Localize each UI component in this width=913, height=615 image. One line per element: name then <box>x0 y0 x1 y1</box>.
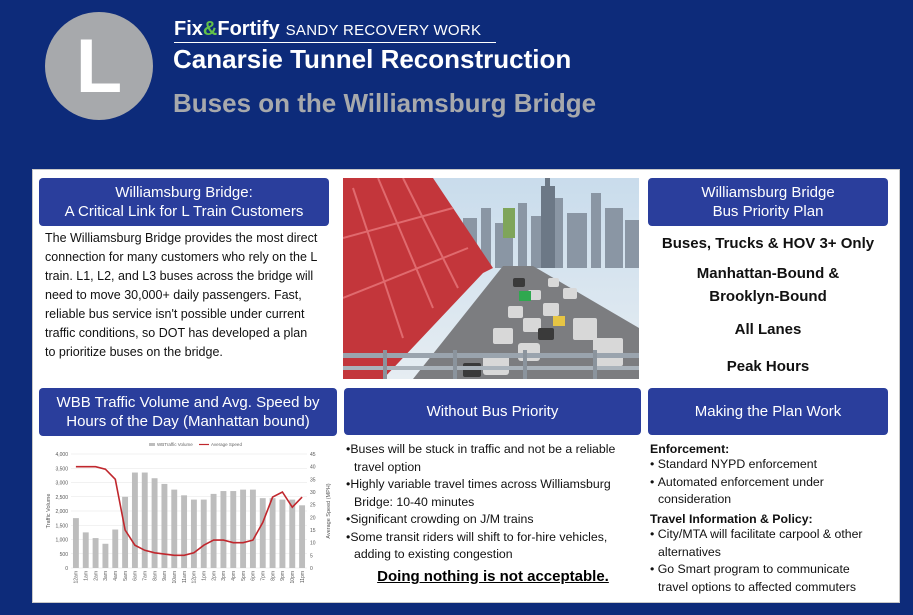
plan-item-hours: Peak Hours <box>726 358 810 375</box>
x-tick-label: 11pm <box>299 571 306 584</box>
list-item: •Highly variable travel times across Williamsburg Bridge: 10-40 minutes <box>346 477 611 509</box>
without-bullet-text: adding to existing congestion <box>354 547 513 561</box>
intro-heading-line2: A Critical Link for L Train Customers <box>64 203 304 220</box>
y-tick-label: 1,500 <box>55 523 68 530</box>
l-train-logo: L <box>45 12 153 120</box>
chart-bar <box>112 530 118 568</box>
x-tick-label: 12pm <box>191 571 198 584</box>
chart-bar <box>161 484 167 568</box>
making-heading-text: Making the Plan Work <box>694 403 842 420</box>
plan-item-direction-2: Brooklyn-Bound <box>709 288 827 305</box>
x-tick-label: 3pm <box>221 571 228 581</box>
chart-bar <box>171 490 177 568</box>
list-item: •Significant crowding on J/M trains <box>346 512 534 526</box>
brand-ampersand: & <box>202 18 218 40</box>
legend-label-speed: Average Speed <box>211 442 242 447</box>
intro-line: traffic conditions, so DOT has developed a plan <box>45 326 308 340</box>
x-tick-label: 2am <box>93 571 100 581</box>
brand-logo <box>174 18 496 43</box>
intro-paragraph <box>45 229 345 362</box>
chart-heading-line1: WBB Traffic Volume and Avg. Speed by <box>56 394 320 411</box>
x-tick-label: 9pm <box>280 571 287 581</box>
intro-line: to prioritize buses on the bridge. <box>45 345 223 359</box>
intro-line: reliable bus service isn't possible under current <box>45 307 305 321</box>
y-tick-label: 3,000 <box>55 480 68 487</box>
x-tick-label: 3am <box>103 571 110 581</box>
chart-bar <box>211 494 217 568</box>
travel-text: travel options to affected commuters <box>658 579 856 594</box>
bridge-traffic-photo <box>343 178 639 379</box>
chart-bar <box>289 500 295 568</box>
x-tick-label: 11am <box>181 571 188 584</box>
chart-bar <box>201 500 207 568</box>
bridge-photo-illustration <box>343 178 639 379</box>
brand-subtitle: SANDY RECOVERY WORK <box>285 22 482 39</box>
y-right-tick-label: 5 <box>310 553 313 560</box>
x-tick-label: 10am <box>172 571 179 584</box>
chart-bar <box>270 498 276 568</box>
without-bullet-text: Buses will be stuck in traffic and not be a reliable <box>350 442 616 456</box>
y-right-tick-label: 25 <box>310 502 316 509</box>
x-tick-label: 9am <box>162 571 169 581</box>
chart-bar <box>260 498 266 568</box>
travel-text: alternatives <box>658 544 721 559</box>
list-item: • Standard NYPD enforcement <box>650 457 817 471</box>
chart-bar <box>152 478 158 568</box>
x-tick-label: 1am <box>83 571 90 581</box>
brand-fortify: Fortify <box>217 18 280 40</box>
conclusion-text: Doing nothing is not acceptable. <box>377 568 609 585</box>
list-item: • City/MTA will facilitate carpool & other alternatives <box>650 527 863 559</box>
without-heading <box>344 388 641 435</box>
traffic-chart <box>41 440 337 595</box>
without-bullet-text: Some transit riders will shift to for-hire vehicles, <box>350 529 608 544</box>
x-tick-label: 6pm <box>250 571 257 581</box>
travel-text: City/MTA will facilitate carpool & other <box>657 527 863 541</box>
travel-list <box>648 526 898 596</box>
without-bullet-list <box>344 441 644 564</box>
without-bullet-text: travel option <box>354 459 421 474</box>
chart-bar <box>230 491 236 568</box>
intro-line: train. L1, L2, and L3 buses across the bridge will <box>45 269 314 283</box>
intro-line: connection for many customers who rely on the L <box>45 250 318 264</box>
traffic-chart-svg <box>41 440 337 595</box>
y-axis-label: Traffic Volume <box>46 493 52 529</box>
y-right-tick-label: 45 <box>310 452 316 458</box>
x-tick-label: 5pm <box>240 571 247 581</box>
intro-line: need to move 30,000+ daily passengers. Fast, <box>45 288 302 302</box>
chart-bar <box>191 500 197 568</box>
y-right-tick-label: 30 <box>310 490 316 496</box>
x-tick-label: 4pm <box>231 571 238 581</box>
travel-title: Travel Information & Policy: <box>650 512 813 526</box>
page-subtitle: Buses on the Williamsburg Bridge <box>173 88 597 118</box>
intro-line: The Williamsburg Bridge provides the most direct <box>45 231 318 245</box>
legend-label-volume: WBTraffic Volume <box>157 442 193 447</box>
without-bullet-text: Significant crowding on J/M trains <box>350 512 534 526</box>
plan-heading-line2: Bus Priority Plan <box>712 203 824 220</box>
brand-fix: Fix <box>174 18 203 40</box>
chart-bar <box>73 518 79 568</box>
x-tick-label: 12am <box>73 571 80 584</box>
making-heading <box>648 388 888 435</box>
plan-heading <box>648 178 888 226</box>
y-tick-label: 4,000 <box>55 452 68 458</box>
y-right-tick-label: 10 <box>310 540 316 547</box>
y-tick-label: 0 <box>65 566 68 572</box>
x-tick-label: 8am <box>152 571 159 581</box>
chart-bar <box>102 544 108 568</box>
y-right-tick-label: 40 <box>310 464 316 471</box>
enforcement-text: consideration <box>658 492 732 506</box>
y-right-axis-label: Average Speed (MPH) <box>326 483 332 539</box>
y-right-tick-label: 15 <box>310 528 316 534</box>
chart-heading-line2: Hours of the Day (Manhattan bound) <box>66 413 310 430</box>
enforcement-text: Standard NYPD enforcement <box>657 457 817 471</box>
list-item: •Some transit riders will shift to for-hire vehicles, adding to existing congestion <box>346 529 608 561</box>
chart-bar <box>279 500 285 568</box>
x-tick-label: 8pm <box>270 571 277 581</box>
without-heading-text: Without Bus Priority <box>426 403 559 420</box>
y-tick-label: 2,500 <box>55 494 68 501</box>
chart-bar <box>240 490 246 568</box>
y-right-tick-label: 0 <box>310 566 313 572</box>
page-title: Canarsie Tunnel Reconstruction <box>173 44 572 74</box>
chart-bar <box>93 538 99 568</box>
legend-swatch-volume <box>149 443 155 446</box>
x-tick-label: 2pm <box>211 571 218 581</box>
chart-bar <box>142 473 148 568</box>
x-tick-label: 4am <box>113 571 120 581</box>
travel-text: Go Smart program to communicate <box>657 562 850 576</box>
plan-item-direction-1: Manhattan-Bound & <box>696 265 840 282</box>
y-tick-label: 3,500 <box>55 466 68 473</box>
plan-item-vehicles: Buses, Trucks & HOV 3+ Only <box>661 235 875 252</box>
y-tick-label: 500 <box>59 551 68 558</box>
y-right-tick-label: 20 <box>310 515 316 522</box>
enforcement-title: Enforcement: <box>650 442 730 456</box>
x-tick-label: 10pm <box>290 571 297 584</box>
x-tick-label: 5am <box>122 571 129 581</box>
list-item: • Automated enforcement under consideration <box>650 474 824 506</box>
intro-heading-line1: Williamsburg Bridge: <box>115 184 253 201</box>
y-right-tick-label: 35 <box>310 477 316 484</box>
chart-bar <box>299 505 305 568</box>
x-tick-label: 6am <box>132 571 139 581</box>
chart-bar <box>220 491 226 568</box>
chart-bar <box>132 473 138 568</box>
without-bullet-text: Bridge: 10-40 minutes <box>354 494 475 509</box>
plan-heading-line1: Williamsburg Bridge <box>701 184 835 201</box>
chart-bar <box>250 490 256 568</box>
plan-item-lanes: All Lanes <box>734 321 802 338</box>
chart-heading <box>39 388 337 436</box>
chart-bar <box>83 532 89 568</box>
x-tick-label: 7am <box>142 571 149 581</box>
enforcement-text: Automated enforcement under <box>657 474 824 489</box>
chart-bar <box>181 495 187 568</box>
intro-heading <box>39 178 329 226</box>
without-bullet-text: Highly variable travel times across Williamsburg <box>350 477 611 491</box>
list-item: • Go Smart program to communicate travel options to affected commuters <box>650 562 856 594</box>
enforcement-list <box>648 456 898 509</box>
list-item: •Buses will be stuck in traffic and not be a reliable travel option <box>346 442 616 474</box>
y-tick-label: 2,000 <box>55 509 68 515</box>
x-tick-label: 7pm <box>260 571 267 581</box>
x-tick-label: 1pm <box>201 571 208 581</box>
y-tick-label: 1,000 <box>55 537 68 544</box>
